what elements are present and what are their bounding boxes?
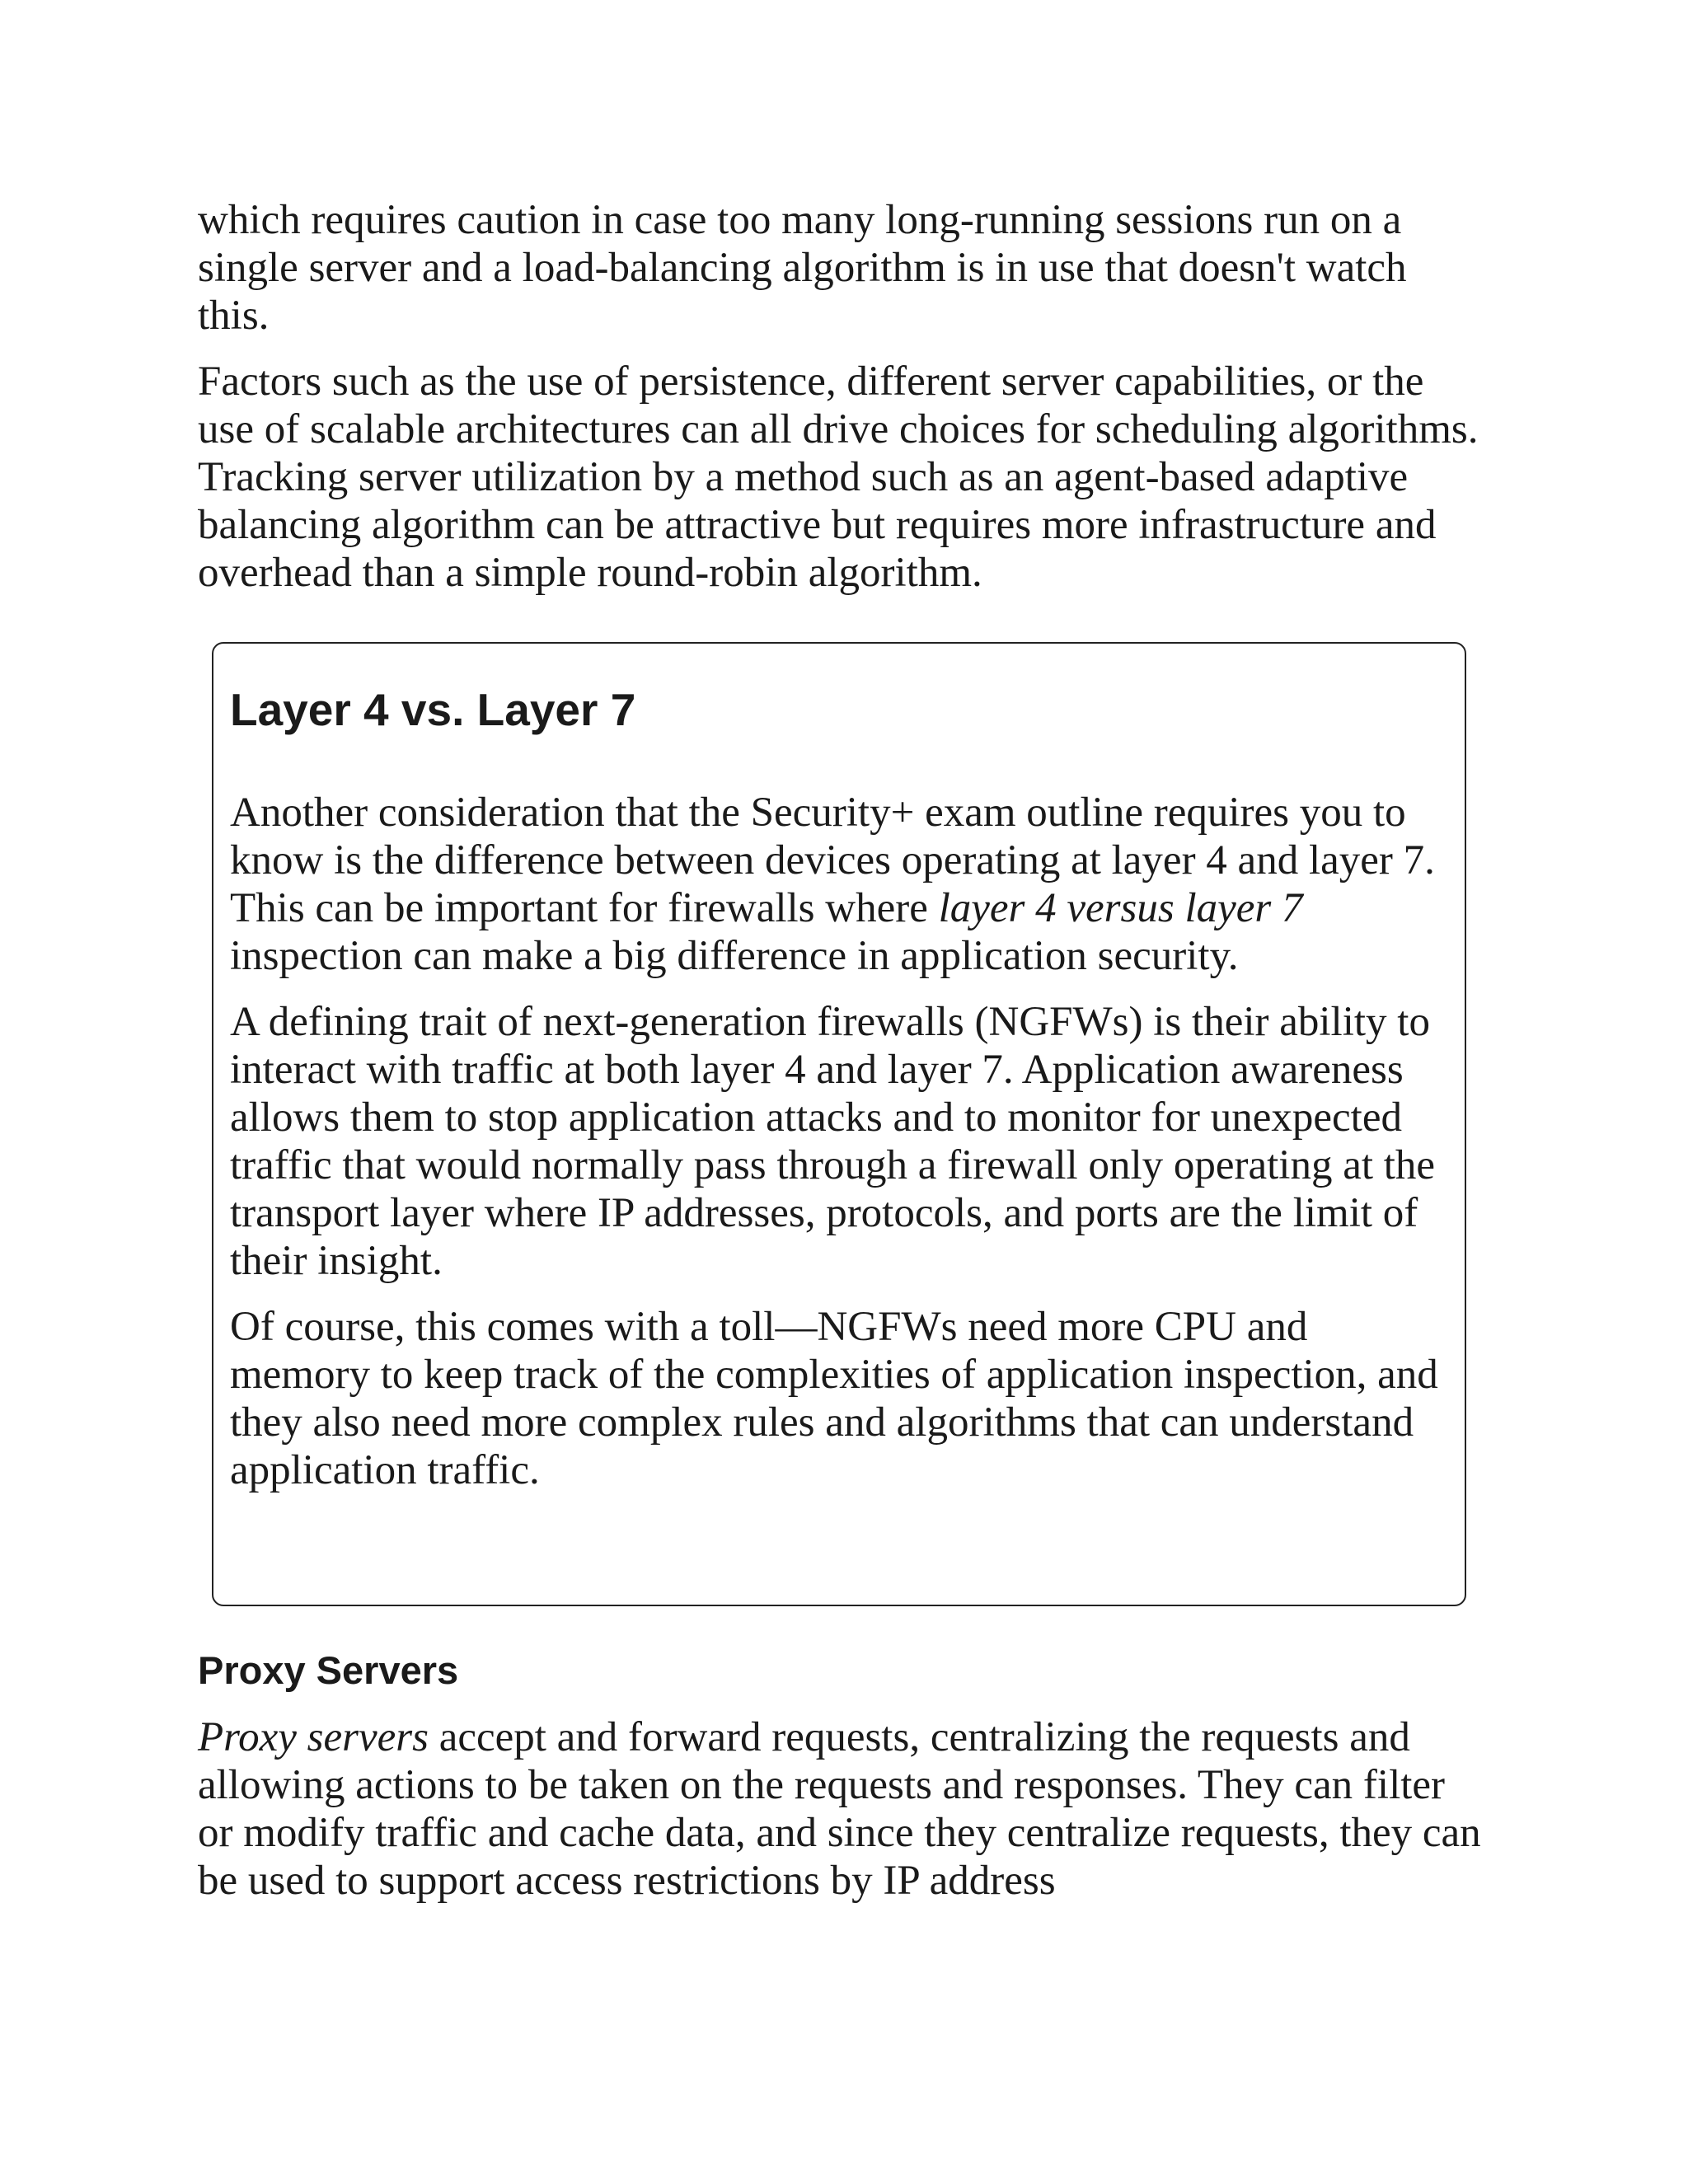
document-page (198, 196, 1484, 1923)
sidebar-p1-text-before: Another consideration that the Security+ exam outline requires you to know is the difference between devices operating at layer 4 and layer 7. This can be important for firewalls where (230, 790, 1435, 931)
proxy-servers-heading: Proxy Servers (198, 1648, 459, 1692)
proxy-paragraph-1 (198, 1713, 1484, 1905)
sidebar-p1-text-after: inspection can make a big difference in application security. (230, 933, 1239, 979)
intro-paragraph-1: which requires caution in case too many long-running sessions run on a single server and a load-balancing algorithm is in use that doesn't watch this. (198, 197, 1407, 339)
proxy-p1-text: accept and forward requests, centralizing the requests and allowing actions to be taken on the requests and responses. They can filter or modify traffic and cache data, and since they centralize requests, they can be used to support access restrictions by IP address (198, 1714, 1481, 1904)
sidebar-p1-italic-term: layer 4 versus layer 7 (938, 885, 1303, 931)
intro-paragraph-2: Factors such as the use of persistence, different server capabilities, or the use of scalable architectures can all drive choices for scheduling algorithms. Tracking server utilization by a method such as an agent-based adaptive balancing algorithm can be attractive but requires more infrastructure and overhead than a simple round-robin algorithm. (198, 359, 1479, 596)
proxy-italic-term: Proxy servers (198, 1714, 429, 1760)
layer4-vs-layer7-sidebar (212, 642, 1466, 1606)
sidebar-paragraph-2: A defining trait of next-generation firewalls (NGFWs) is their ability to interact with traffic at both layer 4 and layer 7. Application awareness allows them to stop application attacks and to monitor for unexpected traffic that would normally pass through a firewall only operating at the transport layer where IP addresses, protocols, and ports are the limit of their insight. (230, 999, 1436, 1284)
sidebar-title: Layer 4 vs. Layer 7 (230, 684, 636, 735)
sidebar-paragraph-3: Of course, this comes with a toll—NGFWs need more CPU and memory to keep track of the complexities of application inspection, and they also need more complex rules and algorithms that can understand application traffic. (230, 1304, 1438, 1493)
sidebar-paragraph-1 (230, 789, 1448, 980)
